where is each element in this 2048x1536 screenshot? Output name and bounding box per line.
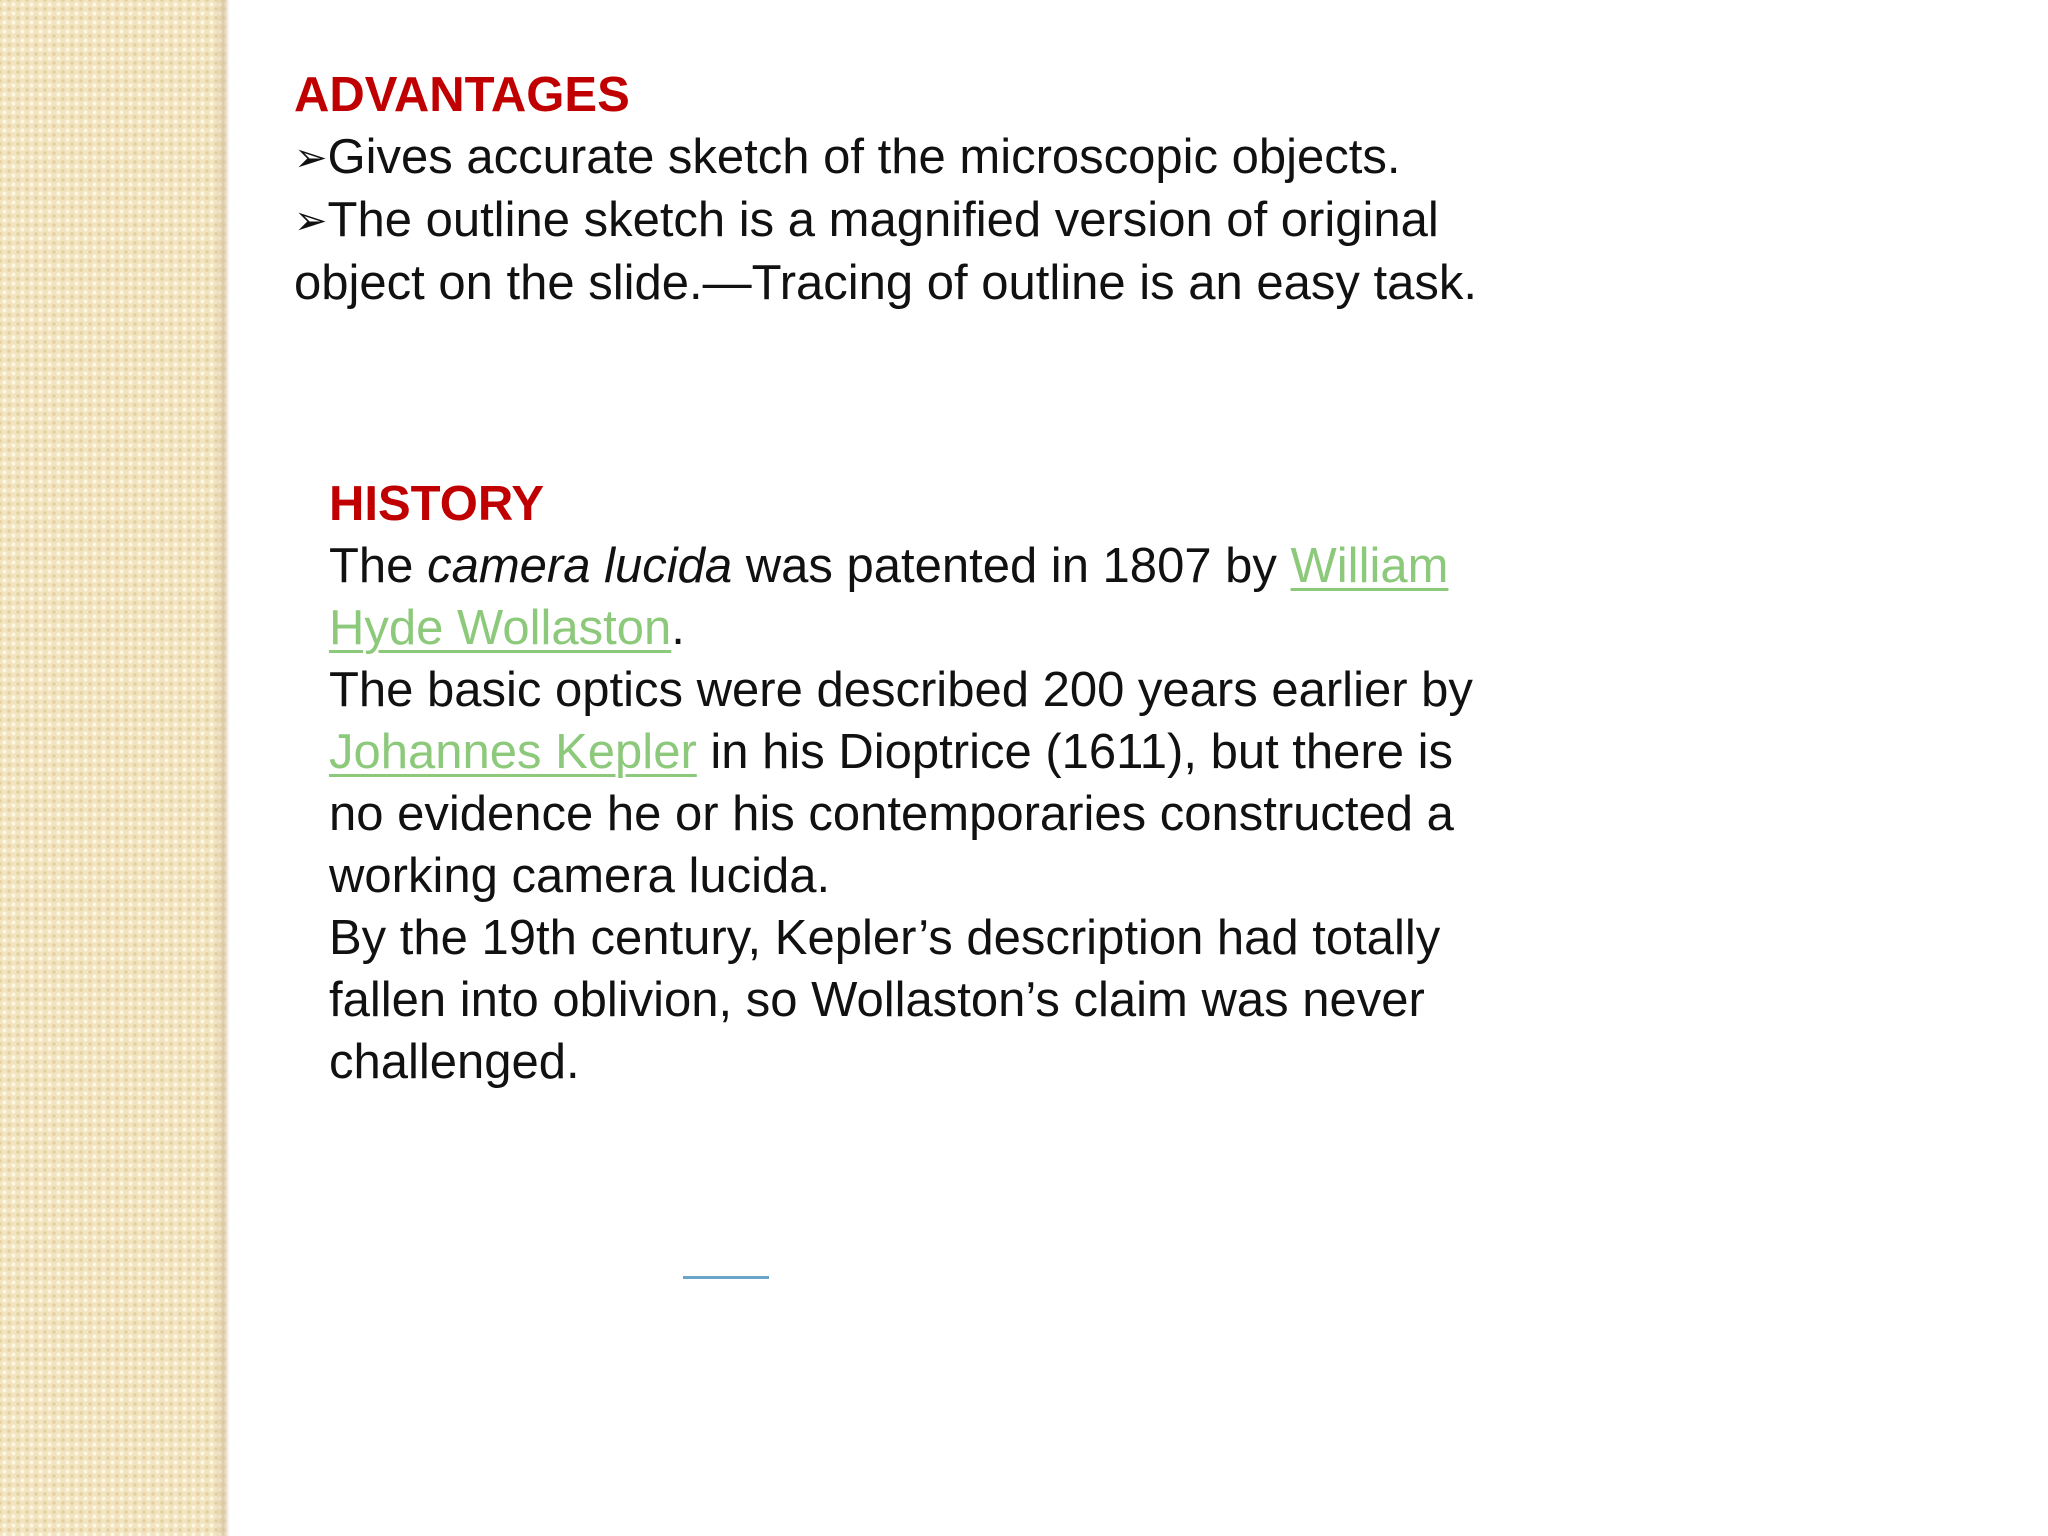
history-paragraph-2-line-2 <box>329 721 1589 783</box>
decorative-side-strip <box>0 0 228 1536</box>
history-paragraph-2-line-4: working camera lucida. <box>329 849 831 903</box>
history-text: The <box>329 539 428 593</box>
history-paragraph-3-line-2: fallen into oblivion, so Wollaston’s claim was never <box>329 973 1425 1027</box>
advantage-text-2-line-2: object on the slide.—Tracing of outline is an easy task. <box>294 256 1477 310</box>
camera-lucida-italic: camera lucida <box>427 539 733 593</box>
advantage-text-1: Gives accurate sketch of the microscopic objects. <box>327 130 1401 184</box>
history-paragraph-2-line-1: The basic optics were described 200 years earlier by <box>329 663 1473 717</box>
history-paragraph-2-line-3: no evidence he or his contemporaries constructed a <box>329 787 1454 841</box>
history-text: in his Dioptrice (1611), but there is <box>696 725 1453 779</box>
history-paragraph-3-line-3: challenged. <box>329 1035 580 1089</box>
history-paragraph-3-line-1: By the 19th century, Kepler’s description had totally <box>329 911 1441 965</box>
advantage-bullet-2 <box>294 189 1594 252</box>
history-text: . <box>671 601 685 655</box>
link-william-hyde-wollaston[interactable]: William <box>1290 539 1449 593</box>
history-heading: HISTORY <box>329 477 545 531</box>
arrow-bullet-icon: ➢ <box>294 135 328 181</box>
advantages-heading: ADVANTAGES <box>294 68 630 122</box>
link-johannes-kepler[interactable]: Johannes Kepler <box>329 725 697 779</box>
advantage-bullet-1 <box>294 126 1594 189</box>
history-section <box>329 473 1589 1093</box>
history-text: was patented in 1807 by <box>732 539 1291 593</box>
advantages-section <box>294 64 1594 314</box>
link-william-hyde-wollaston-cont[interactable]: Hyde Wollaston <box>329 601 672 655</box>
side-strip-edge <box>216 0 230 1536</box>
arrow-bullet-icon: ➢ <box>294 198 328 244</box>
stray-underline-mark <box>683 1276 769 1279</box>
history-paragraph-1-line-2 <box>329 597 1589 659</box>
history-paragraph-1-line-1 <box>329 535 1589 597</box>
advantage-text-2-line-1: The outline sketch is a magnified version of original <box>327 193 1439 247</box>
